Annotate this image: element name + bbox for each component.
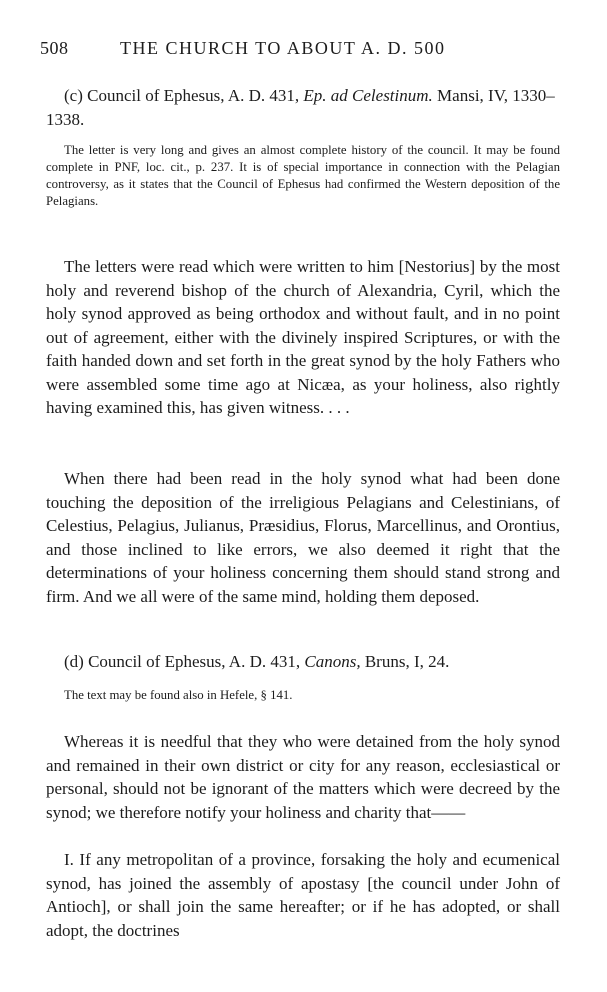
section-c-heading	[46, 84, 560, 132]
section-d-heading-ref: Bruns, I, 24.	[364, 652, 450, 671]
page-number: 508	[40, 38, 69, 58]
section-d-heading	[46, 650, 560, 674]
section-c-heading-title: Ep. ad Celestinum.	[303, 86, 433, 105]
section-d-note: The text may be found also in Hefele, § 141.	[64, 688, 293, 702]
section-d-paragraph-1: Whereas it is needful that they who were detained from the holy synod and remained in their own district or city for any reason, ecclesiastical or personal, should not be ignorant of the matters which were decreed by the synod; we therefore notify your holiness and charity that——	[46, 732, 560, 822]
section-c-note: The letter is very long and gives an almost complete history of the council. It may be found complete in PNF, loc. cit., p. 237. It is of special importance in connection with the Pelagian controversy, as it states that the Council of Ephesus had confirmed the Western deposition of the Pelagians.	[46, 143, 560, 208]
section-d-label: (d)	[64, 652, 84, 671]
running-title: THE CHURCH TO ABOUT A. D. 500	[120, 38, 446, 58]
section-c-heading-ref: Mansi, IV, 1330–1338.	[46, 86, 555, 129]
section-c-paragraph-2: When there had been read in the holy synod what had been done touching the deposition of the irreligious Pelagians and Celestinians, of Celestius, Pelagius, Julianus, Præsidius, Florus, Marcellinus, and Orontius, and those inclined to like errors, we also deemed it right that the determinations of your holiness concerning them should stand strong and firm. And we all were of the same mind, holding them deposed.	[46, 469, 560, 606]
section-d-heading-title: Canons,	[304, 652, 361, 671]
section-c-heading-text: Council of Ephesus, A. D. 431,	[87, 86, 300, 105]
section-c-label: (c)	[64, 86, 83, 105]
section-d-paragraph-2: I. If any metropolitan of a province, forsaking the holy and ecumenical synod, has joined the assembly of apostasy [the council under John of Antioch], or shall join the same hereafter; or if he has adopted, or shall adopt, the doctrines	[46, 850, 560, 940]
section-c-paragraph-1: The letters were read which were written to him [Nestorius] by the most holy and reverend bishop of the church of Alexandria, Cyril, which the holy synod approved as being orthodox and without fault, and in no point out of agreement, either with the divinely inspired Scriptures, or with the faith handed down and set forth in the great synod by the holy Fathers who were assembled some time ago at Nicæa, as your holiness, also rightly having examined this, has given witness. . . .	[46, 257, 560, 417]
running-head	[40, 38, 580, 62]
section-d-heading-text: Council of Ephesus, A. D. 431,	[88, 652, 301, 671]
